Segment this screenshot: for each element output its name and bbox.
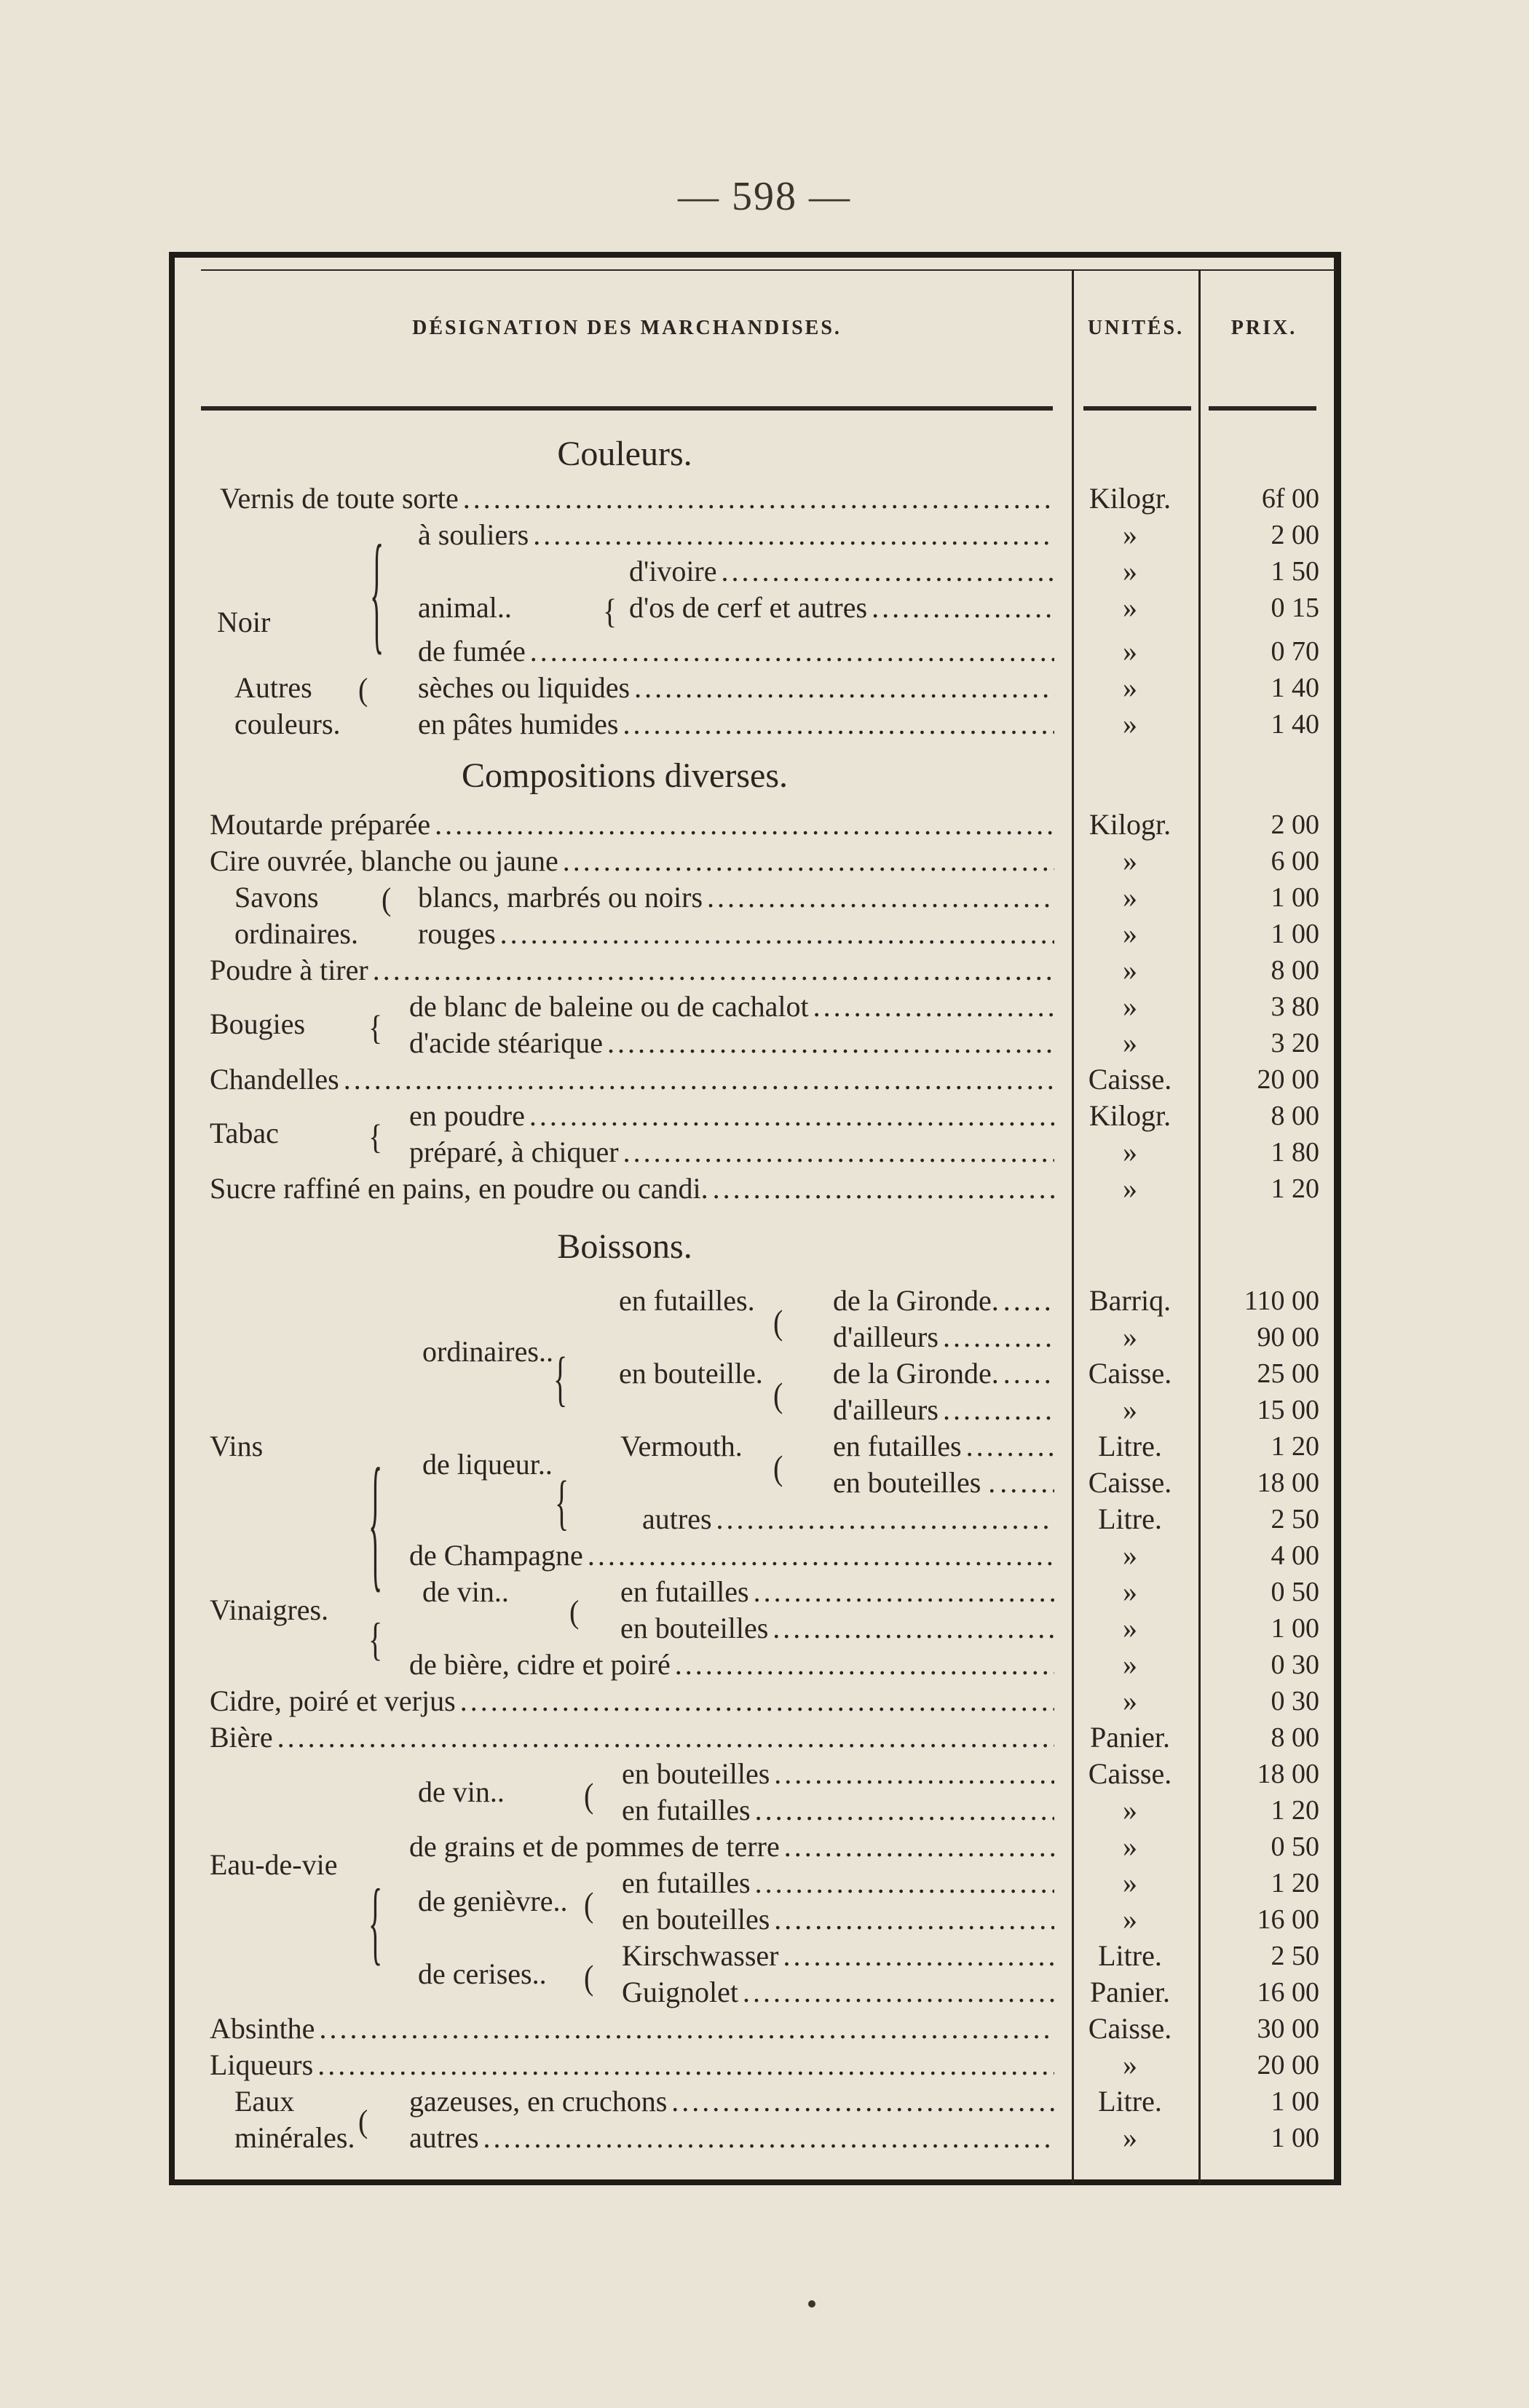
row-unit: » (1123, 990, 1137, 1023)
row-price: 2 00 (1271, 520, 1319, 550)
row-leader (784, 1829, 1054, 1865)
row-label: en bouteilles (622, 1757, 770, 1790)
row-leader (707, 879, 1054, 916)
row-subgroup-label: de liqueur.. (422, 1448, 553, 1481)
row-subgroup-label: de vin.. (418, 1775, 505, 1808)
page-bullet (808, 2300, 815, 2308)
row-leader (966, 1428, 1054, 1465)
brace-mark: { (553, 1344, 568, 1413)
row-leader (813, 989, 1054, 1025)
row-leader (588, 1537, 1054, 1574)
row-label: de la Gironde. (833, 1357, 999, 1390)
row-label: Moutarde préparée (210, 808, 431, 841)
row-label: de bière, cidre et poiré (409, 1648, 671, 1681)
row-group-label: Eau-de-vie (210, 1848, 338, 1881)
row-unit: » (1123, 635, 1137, 668)
row-unit: Caisse. (1088, 1357, 1172, 1390)
brace-mark: { (368, 1007, 383, 1047)
row-unit: Kilogr. (1089, 482, 1172, 515)
row-price: 0 50 (1271, 1831, 1319, 1862)
row-price: 0 15 (1271, 593, 1319, 623)
row-label: en futailles (620, 1575, 749, 1608)
row-unit: » (1123, 917, 1137, 950)
row-unit: » (1123, 671, 1137, 704)
row-leader (634, 670, 1054, 706)
header-rule-units (1083, 406, 1191, 411)
row-price: 8 00 (1271, 955, 1319, 986)
row-price: 2 50 (1271, 1504, 1319, 1534)
row-label: d'os de cerf et autres (629, 591, 868, 624)
brace-mark: ( (569, 1593, 580, 1630)
row-unit: » (1123, 1648, 1137, 1681)
row-unit: » (1123, 1026, 1137, 1059)
brace-mark: ( (773, 1448, 783, 1488)
row-leader (533, 517, 1054, 553)
row-unit: Caisse. (1088, 1063, 1172, 1096)
row-price: 1 50 (1271, 556, 1319, 587)
row-price: 6 00 (1271, 846, 1319, 876)
row-label: de grains et de pommes de terre (409, 1830, 780, 1863)
row-price: 90 00 (1257, 1322, 1319, 1352)
row-price: 1 00 (1271, 919, 1319, 949)
row-price: 4 00 (1271, 1540, 1319, 1571)
row-leader (943, 1319, 1054, 1355)
row-price: 1 00 (1271, 882, 1319, 913)
row-label: d'ailleurs (833, 1393, 939, 1426)
row-label: à souliers (418, 518, 529, 551)
row-group-label: Bougies (210, 1007, 306, 1040)
row-leader (872, 590, 1054, 626)
row-unit: » (1123, 591, 1137, 624)
row-leader (1000, 1465, 1054, 1501)
row-unit: Litre. (1098, 2085, 1162, 2118)
row-label: en futailles (833, 1430, 962, 1462)
row-label: Bière (210, 1721, 273, 1754)
row-leader (1003, 1283, 1054, 1319)
row-leader (755, 1792, 1054, 1829)
row-leader (563, 843, 1054, 879)
row-price: 1 20 (1271, 1431, 1319, 1462)
brace-mark: { (368, 1117, 383, 1157)
row-leader (319, 2011, 1054, 2047)
row-label: Cire ouvrée, blanche ou jaune (210, 844, 558, 877)
row-unit: Panier. (1090, 1976, 1170, 2008)
row-price: 20 00 (1257, 2050, 1319, 2080)
row-leader (754, 1574, 1054, 1610)
header-rule-price (1209, 406, 1316, 411)
row-leader (277, 1719, 1054, 1756)
row-subgroup-label: animal.. (418, 591, 512, 624)
header-rule-designation (201, 406, 1053, 411)
row-leader (623, 706, 1055, 742)
row-unit: Caisse. (1088, 1466, 1172, 1499)
row-label: d'ivoire (629, 555, 717, 587)
row-leader (943, 1392, 1054, 1428)
row-label: de fumée (418, 635, 526, 668)
row-group-label: Savons ordinaires. (234, 881, 358, 950)
row-label: blancs, marbrés ou noirs (418, 881, 703, 914)
row-leader (483, 2120, 1054, 2156)
brace-mark: ( (773, 1302, 783, 1342)
row-group-label: Eaux minérales. (234, 2085, 355, 2154)
row-price: 8 00 (1271, 1722, 1319, 1753)
row-price: 2 50 (1271, 1941, 1319, 1971)
row-unit: » (1123, 1320, 1137, 1353)
column-header-units: UNITÉS. (1087, 317, 1185, 339)
row-subgroup2-label: en bouteille. (619, 1357, 763, 1390)
row-unit: » (1123, 708, 1137, 740)
row-label: autres (642, 1502, 712, 1535)
row-leader (344, 1061, 1054, 1098)
row-unit: » (1123, 1539, 1137, 1572)
row-subgroup-label: de vin.. (422, 1575, 509, 1608)
row-unit: » (1123, 1612, 1137, 1644)
header-top-rule (201, 269, 1337, 271)
row-group-label: Vins (210, 1430, 264, 1462)
price-column-divider (1198, 269, 1201, 2184)
section-title-boissons: Boissons. (557, 1227, 692, 1266)
row-price: 16 00 (1257, 1904, 1319, 1935)
row-label: gazeuses, en cruchons (409, 2085, 668, 2118)
brace-mark: ( (584, 1775, 594, 1815)
row-unit: Kilogr. (1089, 1099, 1172, 1132)
row-label: de Champagne (409, 1539, 583, 1572)
row-label: en futailles (622, 1866, 751, 1899)
row-price: 1 00 (1271, 2086, 1319, 2117)
row-price: 30 00 (1257, 2013, 1319, 2044)
row-leader (607, 1025, 1054, 1061)
brace-mark: { (603, 591, 617, 631)
row-label: préparé, à chiquer (409, 1136, 619, 1168)
row-subgroup2-label: Vermouth. (620, 1430, 743, 1462)
row-label: Cidre, poiré et verjus (210, 1684, 456, 1717)
brace-mark: { (368, 1869, 383, 1975)
column-header-designation: DÉSIGNATION DES MARCHANDISES. (412, 317, 842, 339)
row-label: Liqueurs (210, 2048, 314, 2081)
row-subgroup-label: de cerises.. (418, 1957, 547, 1990)
row-label: en bouteilles (620, 1612, 769, 1644)
row-label: Chandelles (210, 1063, 339, 1096)
row-price: 1 20 (1271, 1868, 1319, 1898)
row-price: 15 00 (1257, 1395, 1319, 1425)
row-leader (675, 1647, 1054, 1683)
row-group-label: Vinaigres. (210, 1593, 329, 1626)
row-leader (317, 2047, 1054, 2083)
row-unit: » (1123, 1172, 1137, 1205)
row-price: 0 70 (1271, 636, 1319, 667)
row-price: 8 00 (1271, 1101, 1319, 1131)
row-unit: Litre. (1098, 1430, 1162, 1462)
row-leader (373, 952, 1054, 989)
row-leader (713, 1171, 1054, 1207)
row-label: d'acide stéarique (409, 1026, 603, 1059)
row-unit: » (1123, 1393, 1137, 1426)
row-leader (1003, 1355, 1054, 1392)
brace-mark: { (555, 1468, 569, 1537)
row-group-label: Tabac (210, 1117, 279, 1149)
page-number: — 598 — (678, 174, 851, 219)
row-label: d'ailleurs (833, 1320, 939, 1353)
row-unit: » (1123, 1684, 1137, 1717)
row-label: Absinthe (210, 2012, 315, 2045)
row-leader (743, 1974, 1054, 2011)
row-price: 2 00 (1271, 809, 1319, 840)
row-price: 1 20 (1271, 1173, 1319, 1204)
row-leader (530, 633, 1054, 670)
row-price: 0 30 (1271, 1649, 1319, 1680)
row-unit: Caisse. (1088, 2012, 1172, 2045)
brace-mark: { (368, 1612, 383, 1666)
row-unit: » (1123, 1830, 1137, 1863)
row-unit: » (1123, 2048, 1137, 2081)
row-price: 3 80 (1271, 991, 1319, 1022)
brace-mark: { (368, 1435, 383, 1607)
brace-mark: ( (773, 1375, 783, 1415)
row-price: 0 30 (1271, 1686, 1319, 1716)
brace-mark: ( (584, 1957, 594, 1997)
row-label: Guignolet (622, 1976, 738, 2008)
row-leader (529, 1098, 1054, 1134)
brace-mark: ( (382, 881, 392, 917)
row-unit: Kilogr. (1089, 808, 1172, 841)
row-subgroup2-label: en futailles. (619, 1284, 755, 1317)
row-subgroup-label: ordinaires.. (422, 1335, 553, 1368)
row-label: de la Gironde. (833, 1284, 999, 1317)
row-label: en futailles (622, 1794, 751, 1826)
row-price: 16 00 (1257, 1977, 1319, 2008)
row-price: 3 20 (1271, 1028, 1319, 1058)
row-unit: Barriq. (1089, 1284, 1172, 1317)
row-group-label: Noir (217, 606, 271, 638)
row-unit: Panier. (1090, 1721, 1170, 1754)
row-label: Vernis de toute sorte (220, 482, 459, 515)
row-price: 1 40 (1271, 709, 1319, 740)
row-unit: Litre. (1098, 1939, 1162, 1972)
row-label: Sucre raffiné en pains, en poudre ou candi. (210, 1172, 708, 1205)
row-label: en pâtes humides (418, 708, 619, 740)
row-price: 6f 00 (1261, 483, 1319, 514)
row-price: 110 00 (1244, 1286, 1319, 1316)
section-title-couleurs: Couleurs. (557, 435, 692, 473)
row-price: 25 00 (1257, 1358, 1319, 1389)
row-leader (460, 1683, 1054, 1719)
row-leader (722, 553, 1054, 590)
row-leader (623, 1134, 1054, 1171)
row-unit: » (1123, 1794, 1137, 1826)
row-price: 18 00 (1257, 1759, 1319, 1789)
row-subgroup-label: de genièvre.. (418, 1885, 568, 1917)
row-leader (774, 1901, 1054, 1938)
row-unit: » (1123, 1866, 1137, 1899)
row-label: sèches ou liquides (418, 671, 631, 704)
row-unit: » (1123, 844, 1137, 877)
row-leader (783, 1938, 1055, 1974)
brace-mark: ( (358, 671, 368, 708)
row-leader (671, 2083, 1054, 2120)
row-label: de blanc de baleine ou de cachalot (409, 990, 809, 1023)
row-label: en poudre (409, 1099, 525, 1132)
row-price: 1 40 (1271, 673, 1319, 703)
row-price: 18 00 (1257, 1468, 1319, 1498)
row-unit: » (1123, 518, 1137, 551)
row-unit: Litre. (1098, 1502, 1162, 1535)
row-price: 20 00 (1257, 1064, 1319, 1095)
row-leader (463, 480, 1054, 517)
brace-mark: ( (358, 2103, 368, 2139)
row-price: 1 00 (1271, 1613, 1319, 1644)
row-label: rouges (418, 917, 496, 950)
row-unit: » (1123, 555, 1137, 587)
row-unit: » (1123, 1136, 1137, 1168)
column-header-price: PRIX. (1230, 317, 1297, 339)
row-label: en bouteilles (622, 1903, 770, 1936)
row-label: Poudre à tirer (210, 954, 368, 986)
brace-mark: { (370, 516, 384, 668)
row-leader (755, 1865, 1054, 1901)
row-price: 0 50 (1271, 1577, 1319, 1607)
row-group-label: Autres couleurs. (234, 671, 341, 740)
row-leader (500, 916, 1054, 952)
row-unit: » (1123, 881, 1137, 914)
row-leader (716, 1501, 1054, 1537)
row-price: 1 00 (1271, 2123, 1319, 2153)
row-label: en bouteilles . (833, 1466, 996, 1499)
row-unit: » (1123, 954, 1137, 986)
section-title-compositions: Compositions diverses. (461, 756, 788, 795)
row-unit: » (1123, 1575, 1137, 1608)
row-unit: Caisse. (1088, 1757, 1172, 1790)
row-label: autres (409, 2121, 479, 2154)
row-price: 1 80 (1271, 1137, 1319, 1168)
row-unit: » (1123, 1903, 1137, 1936)
row-leader (774, 1756, 1054, 1792)
row-leader (773, 1610, 1054, 1647)
brace-mark: ( (584, 1885, 594, 1925)
row-unit: » (1123, 2121, 1137, 2154)
row-leader (435, 807, 1054, 843)
row-price: 1 20 (1271, 1795, 1319, 1826)
row-label: Kirschwasser (622, 1939, 779, 1972)
